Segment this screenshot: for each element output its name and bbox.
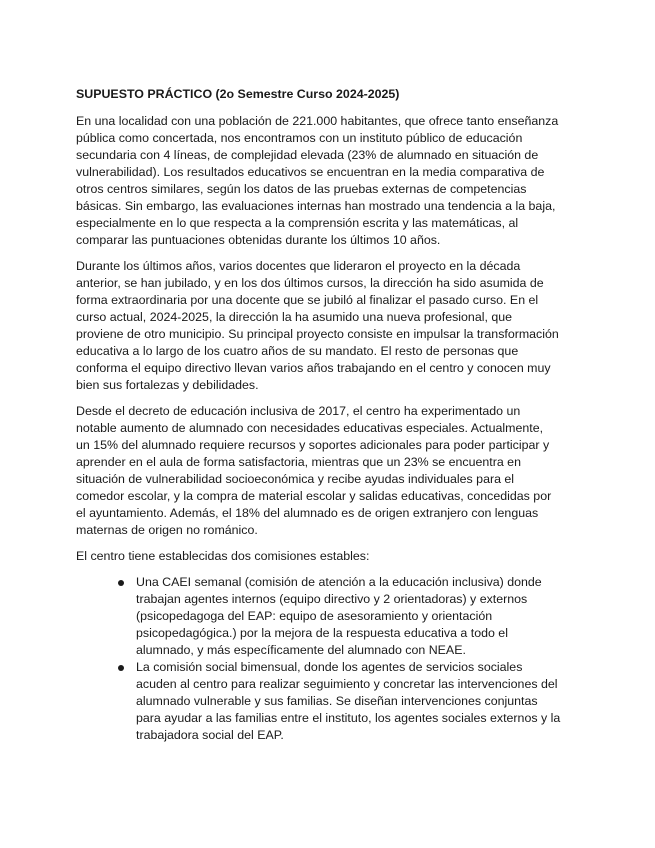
paragraph-line: El centro tiene establecidas dos comisiones estables:	[76, 549, 370, 563]
paragraph-commissions-intro	[76, 548, 582, 565]
document-body	[76, 86, 582, 744]
paragraph-line: forma extraordinaria por una docente que se jubiló al finalizar el pasado curso. En el	[76, 293, 539, 307]
list-item-line: Una CAEI semanal (comisión de atención a la educación inclusiva) donde	[136, 575, 542, 589]
paragraph-leadership	[76, 258, 582, 394]
paragraph-line: comparar las puntuaciones obtenidas durante los últimos 10 años.	[76, 233, 441, 247]
paragraph-line: secundaria con 4 líneas, de complejidad elevada (23% de alumnado en situación de	[76, 148, 539, 162]
document-title: SUPUESTO PRÁCTICO (2o Semestre Curso 2024-2025)	[76, 87, 400, 101]
paragraph-line: bien sus fortalezas y debilidades.	[76, 378, 259, 392]
list-item-line: (psicopedagoga del EAP: equipo de asesoramiento y orientación	[136, 609, 493, 623]
bullet-icon	[118, 580, 124, 586]
paragraph-line: conforma el equipo directivo llevan varios años trabajando en el centro y conocen muy	[76, 361, 551, 375]
list-item-line: alumnado, y más específicamente del alumnado con NEAE.	[136, 643, 466, 657]
paragraph-line: básicas. Sin embargo, las evaluaciones internas han mostrado una tendencia a la baja,	[76, 199, 556, 213]
list-item-social-commission	[76, 659, 582, 744]
paragraph-line: comedor escolar, y la compra de material escolar y salidas educativas, concedidas por	[76, 489, 552, 503]
paragraph-line: proviene de otro municipio. Su principal proyecto consiste en impulsar la transformación	[76, 327, 559, 341]
paragraph-line: el ayuntamiento. Además, el 18% del alumnado es de origen extranjero con lenguas	[76, 506, 539, 520]
paragraph-line: educativa a lo largo de los cuatro años de su mandato. El resto de personas que	[76, 344, 519, 358]
paragraph-inclusion	[76, 403, 582, 539]
paragraph-line: anterior, se han jubilado, y en los dos últimos cursos, la dirección ha sido asumida de	[76, 276, 544, 290]
paragraph-line: pública como concertada, nos encontramos con un instituto público de educación	[76, 131, 523, 145]
paragraph-line: notable aumento de alumnado con necesidades educativas especiales. Actualmente,	[76, 421, 544, 435]
paragraph-line: aprender en el aula de forma satisfactoria, mientras que un 23% se encuentra en	[76, 455, 521, 469]
paragraph-line: especialmente en lo que respecta a la comprensión escrita y las matemáticas, al	[76, 216, 519, 230]
list-item-line: trabajan agentes internos (equipo directivo y 2 orientadoras) y externos	[136, 592, 528, 606]
paragraph-line: Durante los últimos años, varios docentes que lideraron el proyecto en la década	[76, 259, 521, 273]
paragraph-line: situación de vulnerabilidad socioeconómica y recibe ayudas individuales para el	[76, 472, 515, 486]
list-item-caei	[76, 574, 582, 659]
paragraph-context	[76, 113, 582, 249]
paragraph-line: otros centros similares, según los datos de las pruebas externas de competencias	[76, 182, 527, 196]
list-item-line: La comisión social bimensual, donde los agentes de servicios sociales	[136, 660, 523, 674]
paragraph-line: Desde el decreto de educación inclusiva de 2017, el centro ha experimentado un	[76, 404, 521, 418]
list-item-line: para ayudar a las familias entre el instituto, los agentes sociales externos y la	[136, 711, 561, 725]
list-item-line: alumnado vulnerable y sus familias. Se diseñan intervenciones conjuntas	[136, 694, 538, 708]
paragraph-line: curso actual, 2024-2025, la dirección la ha asumido una nueva profesional, que	[76, 310, 513, 324]
paragraph-line: vulnerabilidad). Los resultados educativos se encuentran en la media comparativa de	[76, 165, 545, 179]
paragraph-line: un 15% del alumnado requiere recursos y soportes adicionales para poder participar y	[76, 438, 550, 452]
list-item-line: psicopedagógica.) por la mejora de la respuesta educativa a todo el	[136, 626, 508, 640]
list-item-line: trabajadora social del EAP.	[136, 728, 284, 742]
paragraph-line: maternas de origen no románico.	[76, 523, 258, 537]
list-item-line: acuden al centro para realizar seguimiento y concretar las intervenciones del	[136, 677, 558, 691]
bullet-icon	[118, 665, 124, 671]
paragraph-line: En una localidad con una población de 221.000 habitantes, que ofrece tanto enseñanza	[76, 114, 559, 128]
commissions-list	[76, 574, 582, 744]
